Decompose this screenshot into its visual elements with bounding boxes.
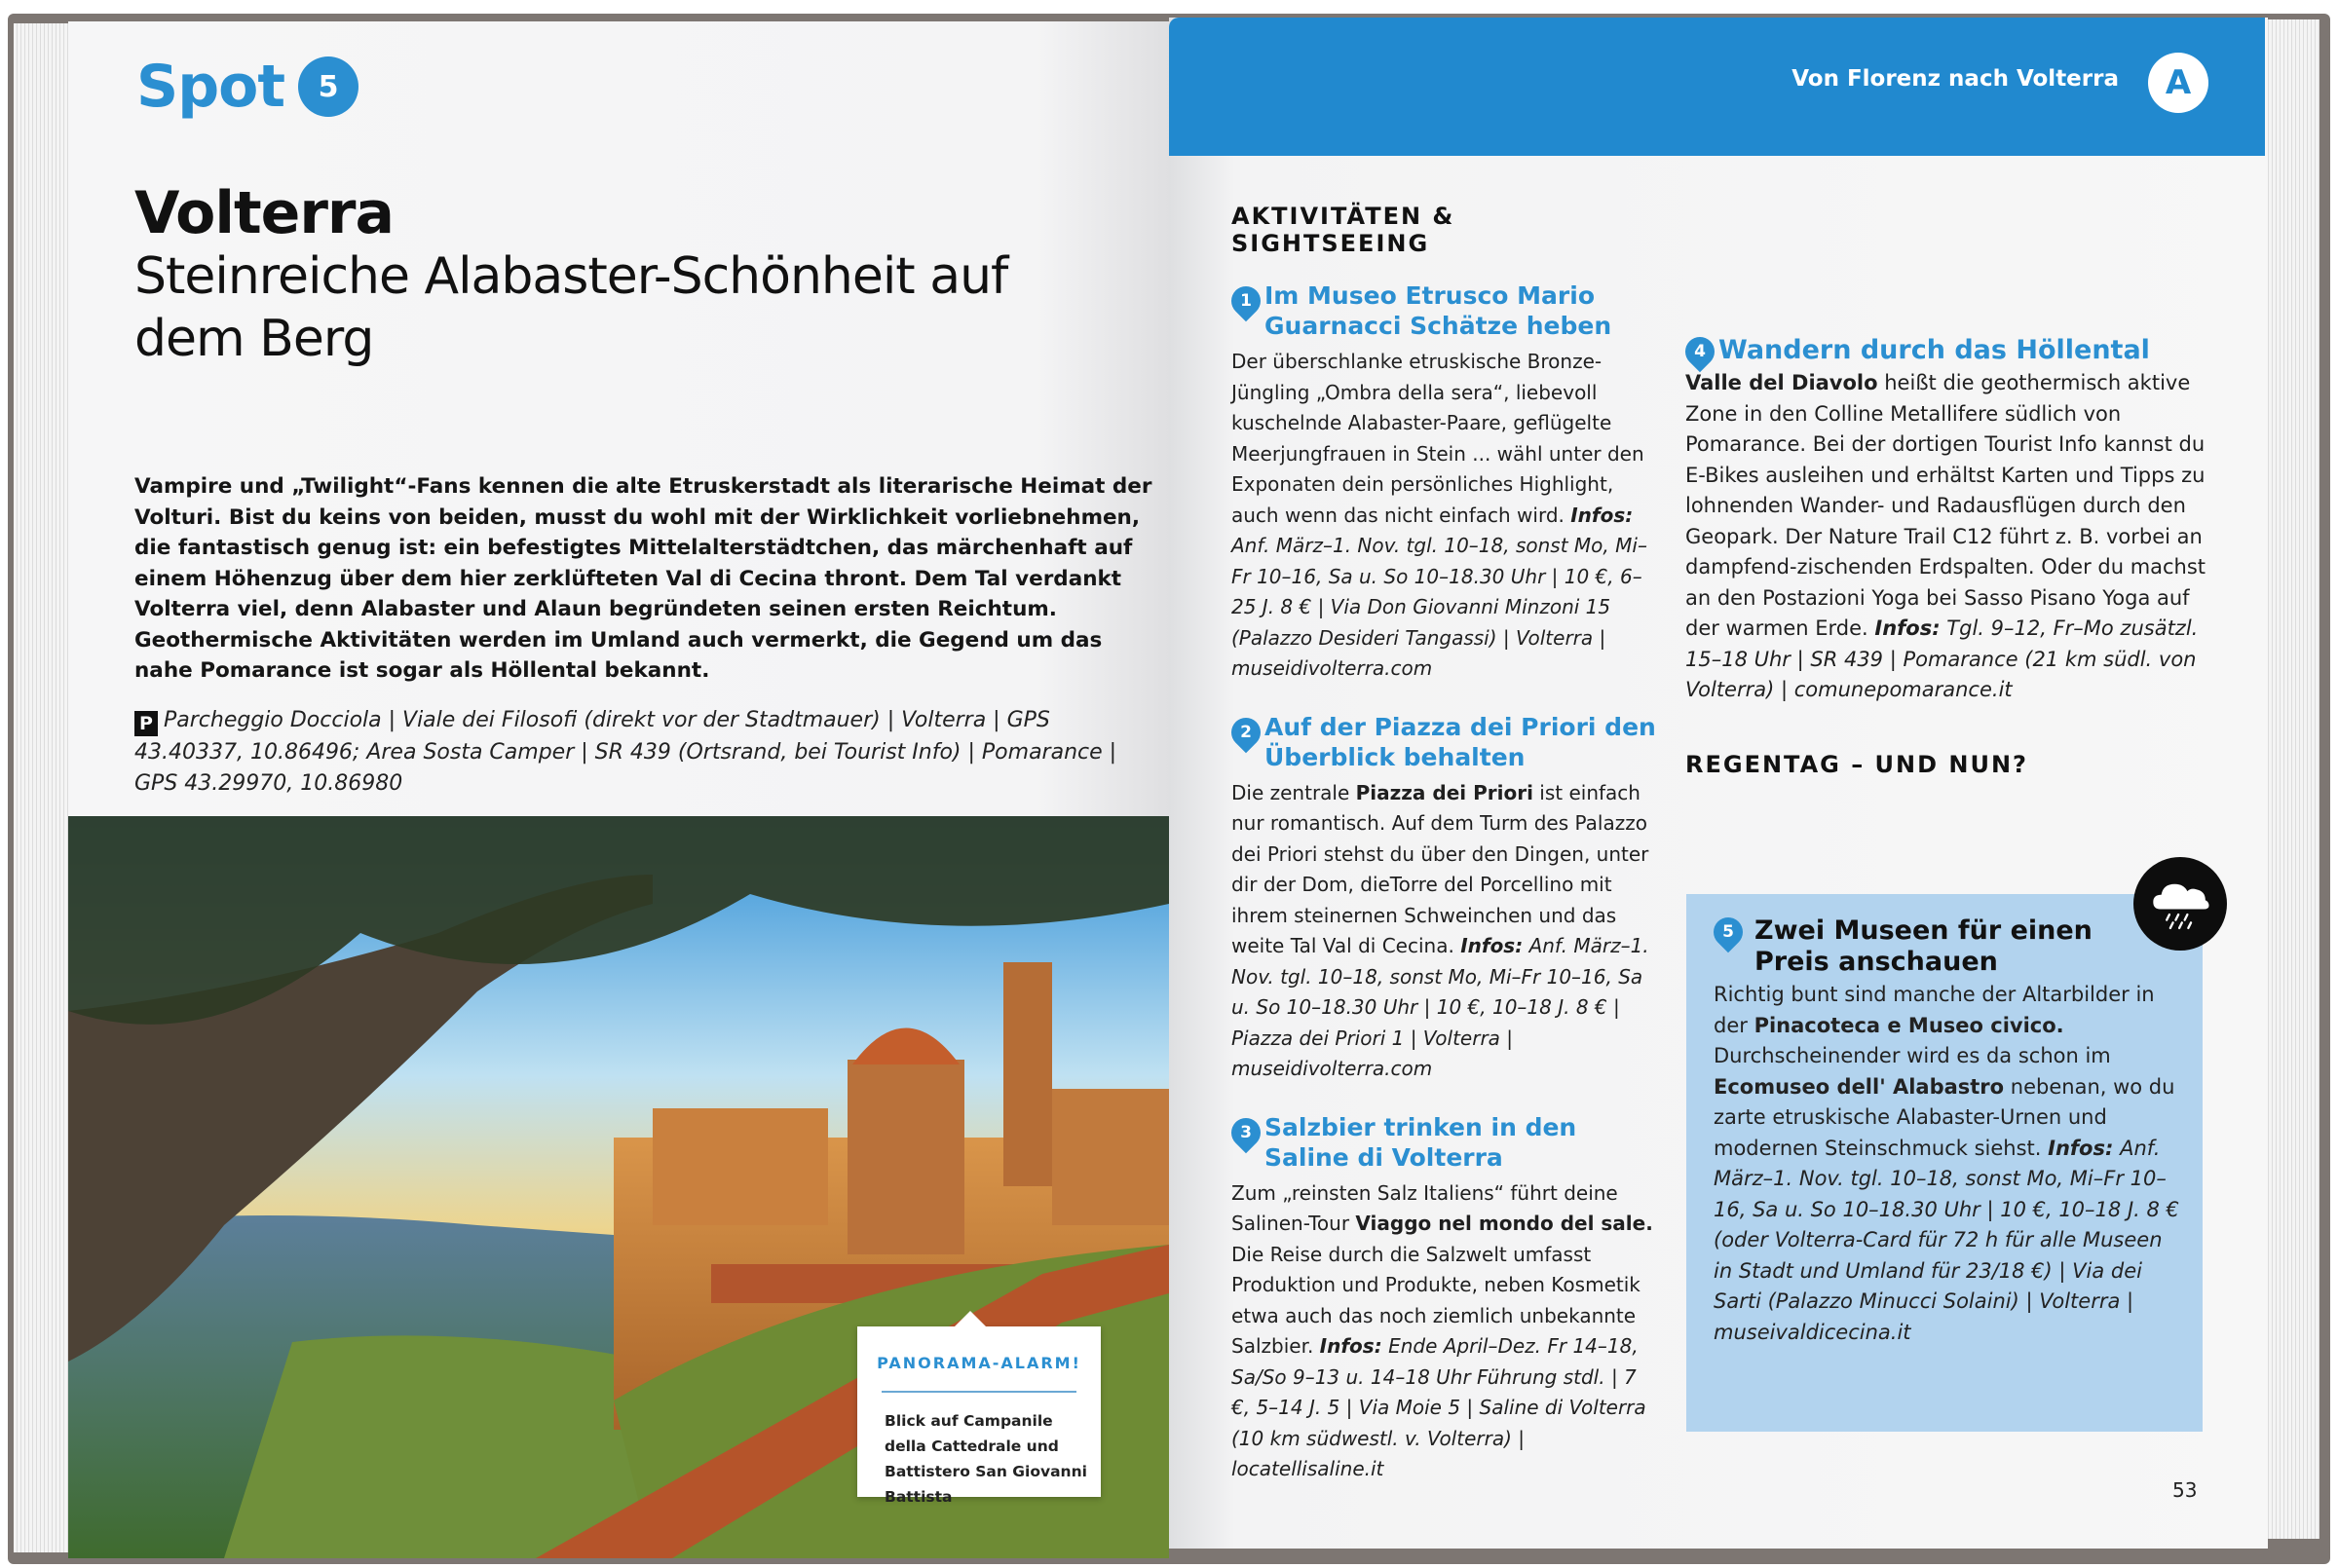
chapter-badge: A: [2148, 53, 2208, 113]
entry-3-title: Salzbier trinken in den Saline di Volterra: [1264, 1112, 1577, 1172]
entry-5-text-bold2: Ecomuseo dell' Alabastro: [1714, 1074, 2005, 1099]
entry-2-title: Auf der Piazza dei Priori den Überblick behalten: [1264, 712, 1656, 771]
spot-marker: [136, 53, 358, 121]
entry-1-heading: [1231, 280, 1660, 341]
entry-2-text-bold: Piazza dei Priori: [1355, 780, 1533, 804]
entry-3-text-bold: Viaggo nel mondo del sale.: [1355, 1212, 1653, 1235]
entry-1-body: [1231, 347, 1660, 685]
entry-4-infos: Tgl. 9–12, Fr–Mo zusätzl. 15–18 Uhr | SR 439 | Pomarance (21 km südl. von Volterra) | comunepomarance.it: [1685, 616, 2199, 701]
parking-icon: P: [134, 711, 158, 736]
entry-5-text-pre: Richtig bunt sind manche der Altarbilder in der: [1714, 983, 2155, 1037]
spot-number-badge: 5: [298, 56, 358, 117]
valley: [224, 1335, 653, 1558]
parking-info: [134, 705, 1157, 801]
section-title-activities: AKTIVITÄTEN & SIGHTSEEING: [1231, 203, 1455, 257]
entry-3-body: [1231, 1178, 1660, 1480]
entry-1: [1231, 280, 1660, 685]
chapter-title: Von Florenz nach Volterra: [1791, 66, 2119, 92]
entry-2-text-pre: Die zentrale: [1231, 780, 1350, 804]
rain-cloud-icon: [2133, 857, 2227, 951]
page-title: Volterra: [134, 179, 394, 247]
entry-5-text-bold: Pinacoteca e Museo civico.: [1754, 1013, 2064, 1037]
infos-label: Infos:: [1570, 503, 1634, 527]
entry-1-text: Der überschlanke etruskische Bronze-Jüngling „Ombra della sera“, liebevoll kuschelnde Alabaster-Paare, geflügelte Meerjungfrauen in Stein ... wähl unter den Exponaten dein persönliches Highlight, auch wenn das nicht einfach wird.: [1231, 350, 1644, 527]
section-title-rain: REGENTAG – UND NUN?: [1685, 750, 2028, 778]
infos-label: Infos:: [2048, 1136, 2114, 1160]
location-pin-icon: 2: [1226, 711, 1266, 752]
column-1: [1231, 203, 1660, 1480]
location-pin-icon: 3: [1226, 1111, 1266, 1152]
column-2: [1685, 206, 2211, 778]
callout-title: PANORAMA-ALARM!: [877, 1354, 1081, 1372]
entry-5-title: Zwei Museen für einen Preis anschauen: [1754, 915, 2093, 977]
infos-label: Infos:: [1460, 934, 1524, 957]
parking-text: Parcheggio Docciola | Viale dei Filosofi (direkt vor der Stadtmauer) | Volterra | GPS 43.40337, 10.86496; Area Sosta Camper | SR 439 (Ortsrand, bei Tourist Info) | Pomarance | GPS 43.29970, 10.86980: [134, 708, 1117, 796]
entry-5-body: [1714, 980, 2181, 1348]
location-pin-icon: 1: [1226, 280, 1266, 321]
entry-4-heading: [1685, 335, 2211, 366]
infos-label: Infos:: [1319, 1334, 1382, 1358]
entry-3-heading: [1231, 1112, 1660, 1173]
entry-2-text-post: ist einfach nur romantisch. Auf dem Turm des Palazzo dei Priori stehst du über den Dingen, unter dir der Dom, dieTorre del Porcellino mit ihrem steinernen Schweinchen und das weite Tal Val di Cecina.: [1231, 780, 1649, 957]
entry-3-infos: Ende April–Dez. Fr 14–18, Sa/So 9–13 u. 14–18 Uhr Führung stdl. | 7 €, 5–14 J. 5 | Via Moie 5 | Saline di Volterra (10 km südwestl. v. Volterra) | locatellisaline.it: [1231, 1334, 1646, 1480]
entry-3-text-post: Die Reise durch die Salzwelt umfasst Produktion und Produkte, neben Kosmetik etwa auch das noch ziemlich unbekannte Salzbier.: [1231, 1242, 1640, 1358]
page-number: 53: [2172, 1478, 2198, 1502]
entry-3-text-pre: Zum „reinsten Salz Italiens“ führt deine Salinen-Tour: [1231, 1180, 1618, 1235]
rain-day-box: [1686, 894, 2203, 1432]
entry-4-title: Wandern durch das Höllental: [1718, 335, 2150, 365]
location-pin-icon: 5: [1708, 912, 1749, 952]
callout-text: Blick auf Campanile della Cattedrale und Battistero San Giovanni Battista: [885, 1412, 1087, 1506]
page-subtitle: Steinreiche Alabaster-Schönheit auf dem Berg: [134, 247, 1008, 368]
entry-4-text-bold: Valle del Diavolo: [1685, 371, 1878, 394]
entry-2: [1231, 712, 1660, 1085]
page-edges-left: [14, 23, 72, 1552]
entry-3: [1231, 1112, 1660, 1480]
entry-5-text-post: nebenan, wo du zarte etruskische Alabaster-Urnen und modernen Steinschmuck siehst.: [1714, 1074, 2175, 1160]
infos-label: Infos:: [1874, 616, 1941, 640]
callout-divider: [882, 1391, 1076, 1393]
entry-1-title: Im Museo Etrusco Mario Guarnacci Schätze heben: [1264, 281, 1612, 340]
entry-2-infos: Anf. März–1. Nov. tgl. 10–18, sonst Mo, Mi–Fr 10–16, Sa u. So 10–18.30 Uhr | 10 €, 10–18 J. 8 € | Piazza dei Priori 1 | Volterra | museidivolterra.com: [1231, 934, 1649, 1080]
entry-5-infos: Anf. März–1. Nov. tgl. 10–18, sonst Mo, Mi–Fr 10–16, Sa u. So 10–18.30 Uhr | 10 €, 10–18 J. 8 € (oder Volterra-Card für 72 h für alle Museen in Stadt und Umland für 23/18 €) | Via dei Sarti (Palazzo Minucci Solaini) | Volterra | museivaldicecina.it: [1714, 1136, 2179, 1344]
entry-5-heading: [1710, 915, 2144, 978]
page-edges-right: [2265, 19, 2319, 1539]
entry-2-body: [1231, 778, 1660, 1085]
location-pin-icon: 4: [1679, 331, 1720, 372]
entry-1-infos: Anf. März–1. Nov. tgl. 10–18, sonst Mo, Mi–Fr 10–16, Sa u. So 10–18.30 Uhr | 10 €, 6–25 J. 8 € | Via Don Giovanni Minzoni 15 (Palazzo Desideri Tangassi) | Volterra | museidivolterra.com: [1231, 534, 1647, 680]
entry-4: [1685, 335, 2211, 706]
entry-4-body: [1685, 368, 2211, 706]
entry-4-text-post: heißt die geothermisch aktive Zone in den Colline Metallifere südlich von Pomarance. Bei der dortigen Tourist Info kannst du E-Bikes ausleihen und erhältst Karten und Tipps zu lohnenden Wander- und Radausflügen durch den Geopark. Der Nature Trail C12 führt z. B. vorbei an dampfend-zischenden Erdspalten. Oder du machst an den Postazioni Yoga bei Sasso Pisano Yoga auf der warmen Erde.: [1685, 371, 2206, 640]
panorama-callout: [857, 1326, 1101, 1506]
entry-5-text-mid: Durchscheinender wird es da schon im: [1714, 1044, 2111, 1067]
spot-label: Spot: [136, 53, 285, 121]
entry-2-heading: [1231, 712, 1660, 772]
intro-paragraph: Vampire und „Twilight“-Fans kennen die alte Etruskerstadt als literarische Heimat der Volturi. Bist du keins von beiden, musst du wohl mit der Wirklichkeit vorliebnehmen, die fantastisch genug ist: ein befestigtes Mittelalterstädtchen, das märchenhaft auf einem Höhenzug über dem hier zerklüfteten Val di Cecina thront. Dem Tal verdankt Volterra viel, denn Alabaster und Alaun begründeten seinen ersten Reichtum. Geothermische Aktivitäten werden im Umland auch vermerkt, die Gegend um das nahe Pomarance ist sogar als Höllental bekannt.: [134, 474, 1152, 683]
